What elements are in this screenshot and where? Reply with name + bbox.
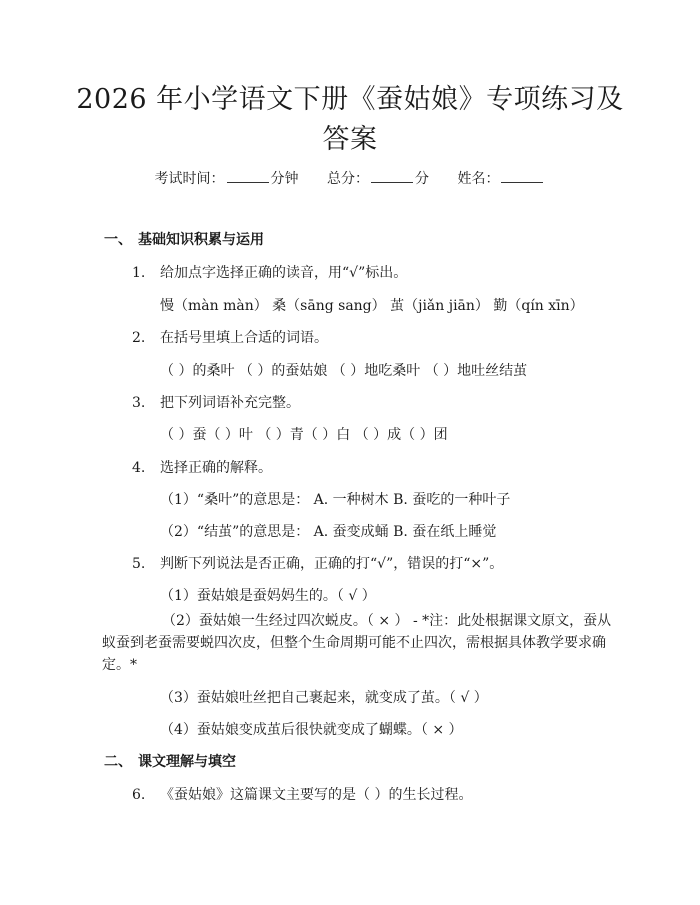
name-blank[interactable]	[501, 170, 543, 183]
time-blank[interactable]	[227, 170, 269, 183]
question-5-sub-4: （4）蚕姑娘变成茧后很快就变成了蝴蝶。（ × ）	[160, 722, 463, 738]
question-2: 2. 在括号里填上合适的词语。	[132, 330, 328, 346]
question-5-sub-1: （1）蚕姑娘是蚕妈妈生的。（ √ ）	[160, 588, 376, 604]
title-line-2: 答案	[322, 124, 378, 155]
score-blank[interactable]	[371, 170, 413, 183]
question-5-sub-2: （2）蚕姑娘一生经过四次蜕皮。（ × ） - *注：此处根据课文原文，蚕从蚁蚕到老蚕需要蜕四次皮，但整个生命周期可能不止四次，需根据具体教学要求确定。*	[102, 613, 612, 673]
question-4-sub-1: （1）“桑叶”的意思是： A. 一种树木 B. 蚕吃的一种叶子	[160, 492, 511, 508]
question-5: 5. 判断下列说法是否正确，正确的打“√”，错误的打“×”。	[132, 556, 504, 572]
question-2-options: （ ）的桑叶 （ ）的蚕姑娘 （ ）地吃桑叶 （ ）地吐丝结茧	[160, 363, 528, 379]
exam-info	[0, 168, 700, 188]
total-score: 总分： 分	[327, 171, 429, 187]
question-5-sub-3: （3）蚕姑娘吐丝把自己裹起来，就变成了茧。（ √ ）	[160, 690, 488, 706]
section-heading-2: 二、 课文理解与填空	[104, 754, 236, 770]
page-title	[60, 80, 640, 160]
section-heading-1: 一、 基础知识积累与运用	[104, 232, 264, 248]
title-line-1: 2026 年小学语文下册《蚕姑娘》专项练习及	[76, 84, 624, 115]
question-1: 1. 给加点字选择正确的读音，用“√”标出。	[132, 265, 408, 281]
question-4: 4. 选择正确的解释。	[132, 460, 272, 476]
exam-time: 考试时间： 分钟	[154, 171, 299, 187]
student-name: 姓名：	[457, 171, 545, 187]
question-4-sub-2: （2）“结茧”的意思是： A. 蚕变成蛹 B. 蚕在纸上睡觉	[160, 524, 497, 540]
question-1-options: 慢（màn màn） 桑（sāng sang） 茧（jiǎn jiān） 勤（qín xīn）	[160, 298, 584, 314]
question-6: 6. 《蚕姑娘》这篇课文主要写的是（ ）的生长过程。	[132, 787, 473, 803]
question-3-options: （ ）蚕（ ）叶 （ ）青（ ）白 （ ）成（ ）团	[160, 427, 448, 443]
question-3: 3. 把下列词语补充完整。	[132, 395, 300, 411]
